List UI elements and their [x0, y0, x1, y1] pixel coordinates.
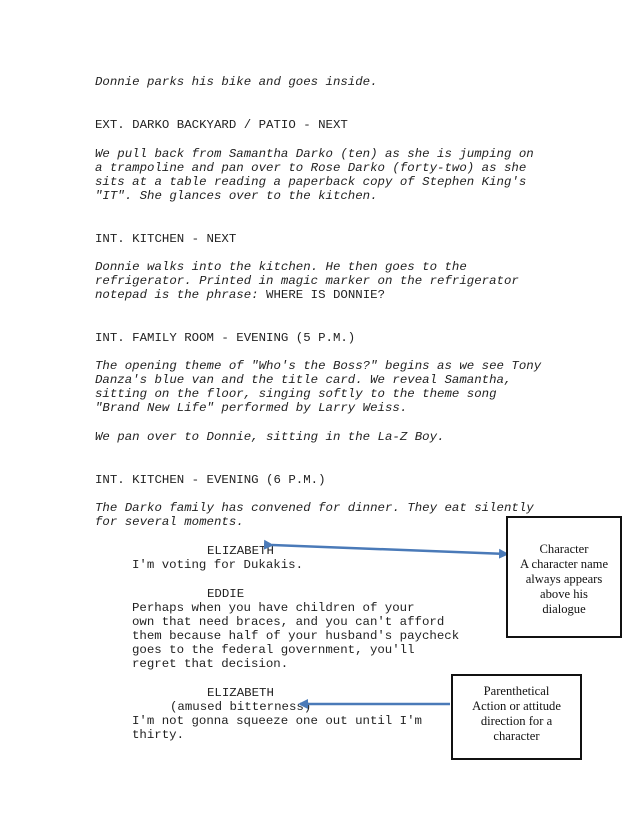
scene-heading: INT. KITCHEN - EVENING (6 P.M.): [95, 473, 326, 487]
action-line: Donnie parks his bike and goes inside.: [95, 75, 378, 89]
annotation-title: Character: [539, 542, 589, 556]
action-line: for several moments.: [95, 515, 244, 529]
character-arrow: [272, 545, 507, 554]
dialogue-line: thirty.: [132, 728, 185, 742]
annotation-text: character: [493, 729, 540, 743]
action-line: The Darko family has convened for dinner. They eat silently: [95, 501, 534, 515]
dialogue-line: Perhaps when you have children of your: [132, 601, 415, 615]
dialogue-line: them because half of your husband's paycheck: [132, 629, 460, 643]
character-annotation-box: [506, 516, 622, 638]
action-plain-part: WHERE IS DONNIE?: [258, 288, 385, 302]
annotation-text: always appears: [525, 572, 603, 586]
action-line: Danza's blue van and the title card. We reveal Samantha,: [95, 373, 512, 387]
action-line: sitting on the floor, singing softly to the theme song: [95, 387, 497, 401]
scene-heading: INT. KITCHEN - NEXT: [95, 232, 237, 246]
dialogue-line: own that need braces, and you can't afford: [132, 615, 445, 629]
character-name: EDDIE: [207, 587, 245, 601]
dialogue-line: I'm not gonna squeeze one out until I'm: [132, 714, 422, 728]
parenthetical: (amused bitterness): [170, 700, 312, 714]
annotation-text: A character name: [519, 557, 609, 571]
action-line: Donnie walks into the kitchen. He then goes to the: [95, 260, 467, 274]
character-name: ELIZABETH: [207, 686, 274, 700]
annotation-text: Action or attitude: [472, 699, 561, 713]
scene-heading: EXT. DARKO BACKYARD / PATIO - NEXT: [95, 118, 348, 132]
action-line: The opening theme of "Who's the Boss?" begins as we see Tony: [95, 359, 542, 373]
dialogue-line: regret that decision.: [132, 657, 289, 671]
action-line: a trampoline and pan over to Rose Darko (forty-two) as she: [95, 161, 527, 175]
annotation-title: Parenthetical: [483, 684, 550, 698]
action-line: We pan over to Donnie, sitting in the La-Z Boy.: [95, 430, 445, 444]
action-line: "IT". She glances over to the kitchen.: [95, 189, 378, 203]
action-line: We pull back from Samantha Darko (ten) as she is jumping on: [95, 147, 534, 161]
dialogue-line: goes to the federal government, you'll: [132, 643, 415, 657]
scene-heading: INT. FAMILY ROOM - EVENING (5 P.M.): [95, 331, 356, 345]
annotation-text: above his: [540, 587, 588, 601]
annotation-text: dialogue: [542, 602, 586, 616]
action-line: sits at a table reading a paperback copy of Stephen King's: [95, 175, 527, 189]
action-line: refrigerator. Printed in magic marker on the refrigerator: [95, 274, 519, 288]
dialogue-line: I'm voting for Dukakis.: [132, 558, 304, 572]
character-name: ELIZABETH: [207, 544, 274, 558]
parenthetical-annotation-box: [451, 674, 582, 760]
action-line: "Brand New Life" performed by Larry Weiss.: [95, 401, 408, 415]
action-italic-part: notepad is the phrase:: [95, 288, 259, 302]
annotation-text: direction for a: [480, 714, 553, 728]
